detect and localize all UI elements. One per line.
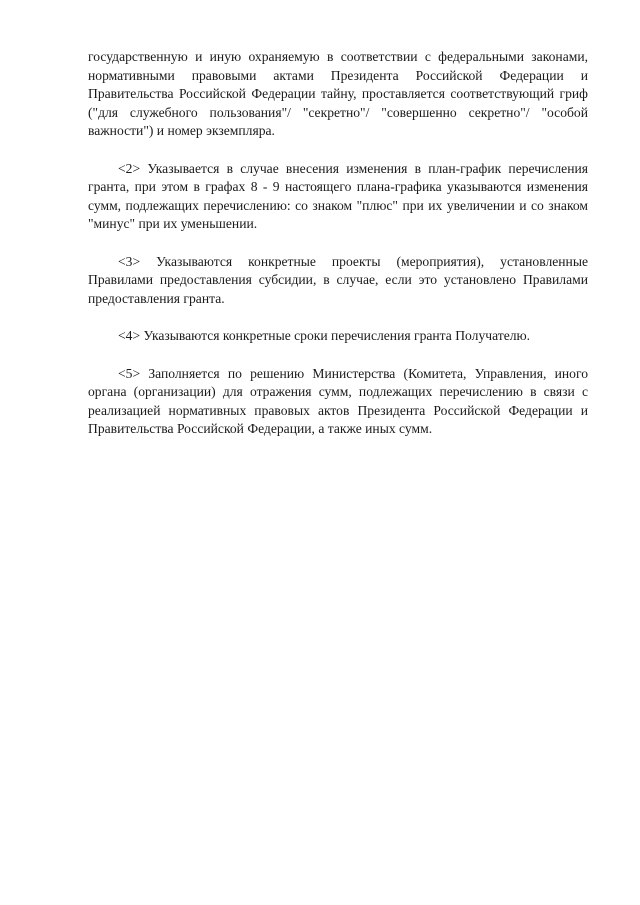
document-body bbox=[88, 48, 588, 458]
footnote-3: <3> Указываются конкретные проекты (мероприятия), установленные Правилами предоставления субсидии, в случае, если это установлено Правилами предоставления гранта. bbox=[88, 253, 588, 306]
paragraph-continuation: государственную и иную охраняемую в соответствии с федеральными законами, нормативными правовыми актами Президента Российской Федерации и Правительства Российской Федерации тайну, проставляется соответствующий гриф ("для служебного пользования"/ "секретно"/ "совершенно секретно"/ "особой важности") и номер экземпляра. bbox=[88, 49, 588, 138]
footnote-2: <2> Указывается в случае внесения изменения в план-график перечисления гранта, при этом в графах 8 - 9 настоящего плана-графика указываются изменения сумм, подлежащих перечислению: со знаком "плюс" при их увеличении и со знаком "минус" при их уменьшении. bbox=[88, 160, 588, 231]
footnote-5: <5> Заполняется по решению Министерства (Комитета, Управления, иного органа (организации) для отражения сумм, подлежащих перечислению в связи с реализацией нормативных правовых актов Президента Российской Федерации и Правительства Российской Федерации, а также иных сумм. bbox=[88, 365, 588, 436]
footnote-4: <4> Указываются конкретные сроки перечисления гранта Получателю. bbox=[118, 328, 531, 343]
